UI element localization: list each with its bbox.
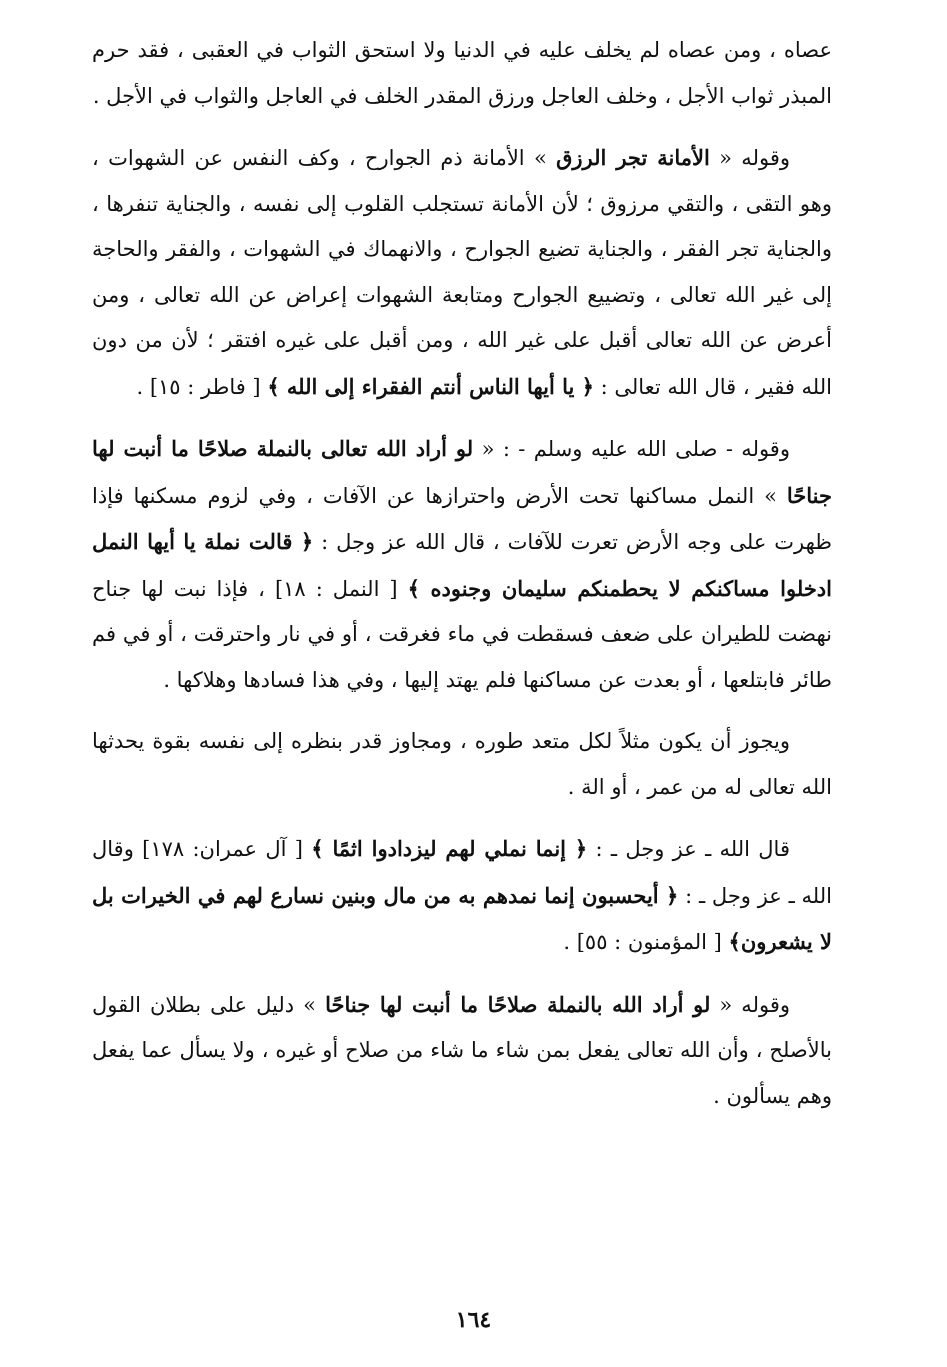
paragraph-3	[92, 426, 832, 703]
body-text	[92, 28, 832, 1119]
text-segment: ويجوز أن يكون مثلاً لكل متعد طوره ، ومجاوز قدر بنظره إلى نفسه بقوة يحدثها الله تعالى له من عمر ، أو الة .	[92, 729, 832, 799]
verse-citation: [ فاطر : ١٥] .	[136, 374, 268, 399]
text-segment: قال الله ـ عز وجل ـ :	[587, 837, 790, 861]
paragraph-6	[92, 982, 832, 1120]
text-segment: » النمل مساكنها تحت الأرض واحترازها عن الآفات ، وفي لزوم مسكنها فإذا ظهرت على وجه الأرض تعرت للآفات ، قال الله عز وجل :	[92, 483, 832, 554]
text-segment: » الأمانة ذم الجوارح ، وكف النفس عن الشهوات ، وهو التقى ، والتقي مرزوق ؛ لأن الأمانة تستجلب القلوب إلى نفسه ، والجناية تنفرها ، والجناية تجر الفقر ، والجناية تضيع الجوارح ، والانهماك في الشهوات ، والفقر والحاجة إلى غير الله تعالى ، وتضييع الجوارح ومتابعة الشهوات إعراض عن الله تعالى ، ومن أعرض عن الله تعالى أقبل على غير الله ، ومن أقبل على غيره افتقر ؛ لأن من دون الله فقير ، قال الله تعالى :	[92, 146, 832, 399]
quran-verse: ﴿ أيحسبون إنما نمدهم به من مال وبنين نسارع لهم في الخيرات بل لا يشعرون﴾	[92, 882, 832, 954]
verse-citation: [ المؤمنون : ٥٥] .	[563, 930, 729, 954]
quoted-phrase: الأمانة تجر الرزق	[556, 145, 710, 170]
hadith-quote: لو أراد الله بالنملة صلاحًا ما أنبت لها جناحًا	[325, 991, 711, 1017]
paragraph-1	[92, 28, 832, 119]
text-segment: وقوله «	[709, 146, 790, 170]
quran-verse: ﴿ قالت نملة يا أيها النمل ادخلوا مساكنكم لا يحطمنكم سليمان وجنوده ﴾	[92, 529, 832, 601]
quran-verse: ﴿ يا أيها الناس أنتم الفقراء إلى الله ﴾	[267, 373, 594, 399]
paragraph-4	[92, 719, 832, 810]
text-segment: [ النمل : ١٨] ، فإذا نبت لها جناح نهضت للطيران على ضعف فسقطت في ماء فغرقت ، أو في نار واحترقت ، أو في فم طائر فابتلعها ، أو بعدت عن مساكنها فلم يهتد إليها ، وفي هذا فسادها وهلاكها .	[92, 576, 832, 692]
quran-verse: ﴿ إنما نملي لهم ليزدادوا اثمًا ﴾	[311, 836, 588, 861]
page-number: ١٦٤	[455, 1307, 492, 1333]
text-segment: [ آل عمران: ١٧٨] وقال الله ـ عز وجل ـ :	[92, 837, 832, 908]
paragraph-5	[92, 826, 832, 966]
hadith-quote: لو أراد الله تعالى بالنملة صلاحًا ما أنبت لها جناحًا	[92, 436, 832, 508]
text-segment: » دليل على بطلان القول بالأصلح ، وأن الله تعالى يفعل بمن شاء ما شاء من صلاح أو غيره ، ولا يسأل عما يفعل وهم يسألون .	[92, 992, 832, 1108]
text-segment: وقوله «	[710, 992, 790, 1017]
paragraph-2	[92, 135, 832, 410]
text-segment: وقوله - صلى الله عليه وسلم - : «	[473, 437, 790, 461]
text-segment: عصاه ، ومن عصاه لم يخلف عليه في الدنيا ولا استحق الثواب في العقبى ، فقد حرم المبذر ثواب الأجل ، وخلف العاجل ورزق المقدر الخلف في العاجل والثواب في الأجل .	[92, 38, 832, 108]
